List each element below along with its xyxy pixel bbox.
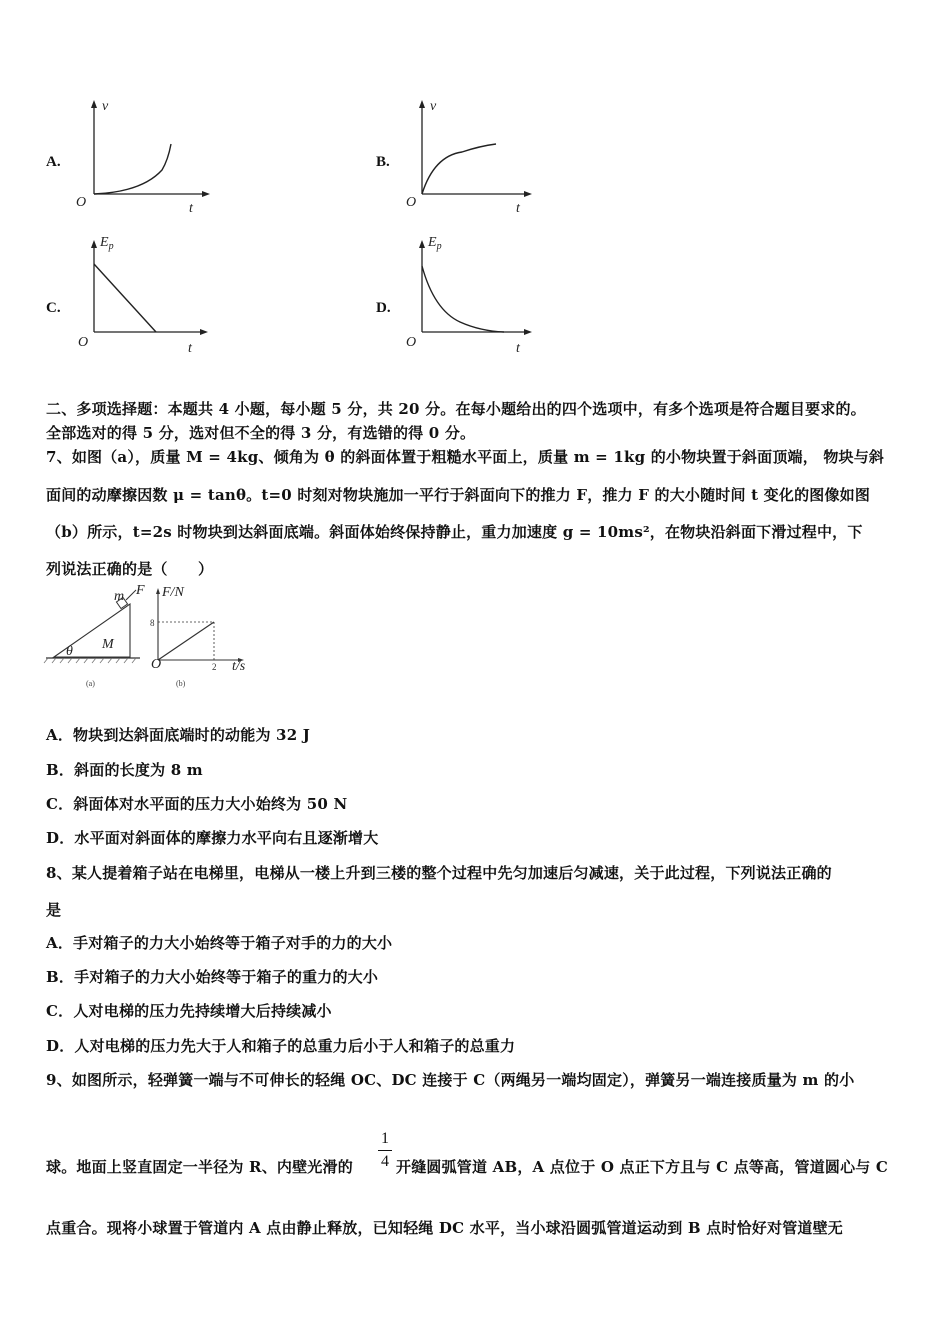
label-theta: θ [66, 644, 73, 659]
q9-text-line2-post: 开缝圆弧管道 AB，A 点位于 O 点正下方且与 C 点等高，管道圆心与 C [396, 1158, 889, 1176]
graph-b [400, 96, 540, 218]
label-F-axis: F/N [162, 585, 184, 600]
x-axis-label: t [188, 341, 192, 356]
label-8: 8 [150, 618, 155, 628]
graph-a [72, 96, 212, 218]
label-a: (a) [86, 679, 95, 688]
origin-label: O [406, 195, 417, 210]
x-axis-label: t [516, 341, 520, 356]
label-t-axis: t/s [232, 659, 246, 674]
quarter-fraction [378, 1130, 392, 1171]
label-2: 2 [212, 662, 217, 672]
q8-option-a: A．手对箱子的力大小始终等于箱子对手的力的大小 [46, 934, 393, 952]
q7-option-d: D．水平面对斜面体的摩擦力水平向右且逐渐增大 [46, 829, 379, 847]
q7-text-line4: 列说法正确的是（ ） [46, 560, 214, 578]
q8-text-line1: 8、某人提着箱子站在电梯里，电梯从一楼上升到三楼的整个过程中先匀加速后匀减速，关于此过程，下列说法正确的 [46, 864, 832, 882]
label-m: m [114, 589, 125, 604]
y-axis-label: $E_p$ [428, 235, 442, 252]
origin-label: O [76, 195, 87, 210]
option-letter-d: D. [376, 300, 391, 316]
q7-figure [40, 584, 260, 692]
option-letter-c: C. [46, 300, 61, 316]
label-F: F [136, 584, 145, 598]
q9-text-line3: 点重合。现将小球置于管道内 A 点由静止释放，已知轻绳 DC 水平，当小球沿圆弧管道运动到 B 点时恰好对管道壁无 [46, 1219, 844, 1237]
q7-text-line1: 7、如图（a），质量 M = 4kg、倾角为 θ 的斜面体置于粗糙水平面上，质量 m = 1kg 的小物块置于斜面顶端， 物块与斜 [46, 448, 885, 466]
q9-text-line2-pre: 球。地面上竖直固定一半径为 R、内壁光滑的 [46, 1158, 353, 1176]
label-M: M [102, 637, 114, 652]
y-axis-label: $E_p$ [100, 235, 114, 252]
q8-option-b: B．手对箱子的力大小始终等于箱子的重力的大小 [46, 968, 379, 986]
section-header-line1: 二、多项选择题：本题共 4 小题，每小题 5 分，共 20 分。在每小题给出的四个选项中，有多个选项是符合题目要求的。 [46, 400, 866, 418]
q8-option-c: C．人对电梯的压力先持续增大后持续减小 [46, 1002, 332, 1020]
q7-text-line3: （b）所示，t=2s 时物块到达斜面底端。斜面体始终保持静止，重力加速度 g = 10ms²，在物块沿斜面下滑过程中，下 [46, 523, 863, 541]
fraction-numerator: 1 [381, 1130, 389, 1147]
y-axis-label: v [430, 99, 437, 114]
x-axis-label: t [189, 201, 193, 216]
graph-c [72, 232, 212, 358]
q7-option-c: C．斜面体对水平面的压力大小始终为 50 N [46, 795, 348, 813]
y-axis-label: v [102, 99, 109, 114]
origin-label: O [406, 335, 417, 350]
section-header-line2: 全部选对的得 5 分，选对但不全的得 3 分，有选错的得 0 分。 [46, 424, 476, 442]
q7-option-a: A．物块到达斜面底端时的动能为 32 J [46, 726, 311, 744]
x-axis-label: t [516, 201, 520, 216]
fraction-denominator: 4 [381, 1153, 389, 1170]
q8-option-d: D．人对电梯的压力先大于人和箱子的总重力后小于人和箱子的总重力 [46, 1037, 516, 1055]
option-letter-b: B. [376, 154, 390, 170]
q8-text-line2: 是 [46, 901, 62, 919]
q7-text-line2: 面间的动摩擦因数 μ = tanθ。t=0 时刻对物块施加一平行于斜面向下的推力 F，推力 F 的大小随时间 t 变化的图像如图 [46, 486, 871, 504]
origin-label: O [78, 335, 89, 350]
label-b: (b) [176, 679, 186, 688]
q7-option-b: B．斜面的长度为 8 m [46, 761, 203, 779]
q9-text-line1: 9、如图所示，轻弹簧一端与不可伸长的轻绳 OC、DC 连接于 C（两绳另一端均固定），弹簧另一端连接质量为 m 的小 [46, 1071, 855, 1089]
label-O: O [151, 657, 162, 672]
option-letter-a: A. [46, 154, 61, 170]
graph-d [400, 232, 540, 358]
